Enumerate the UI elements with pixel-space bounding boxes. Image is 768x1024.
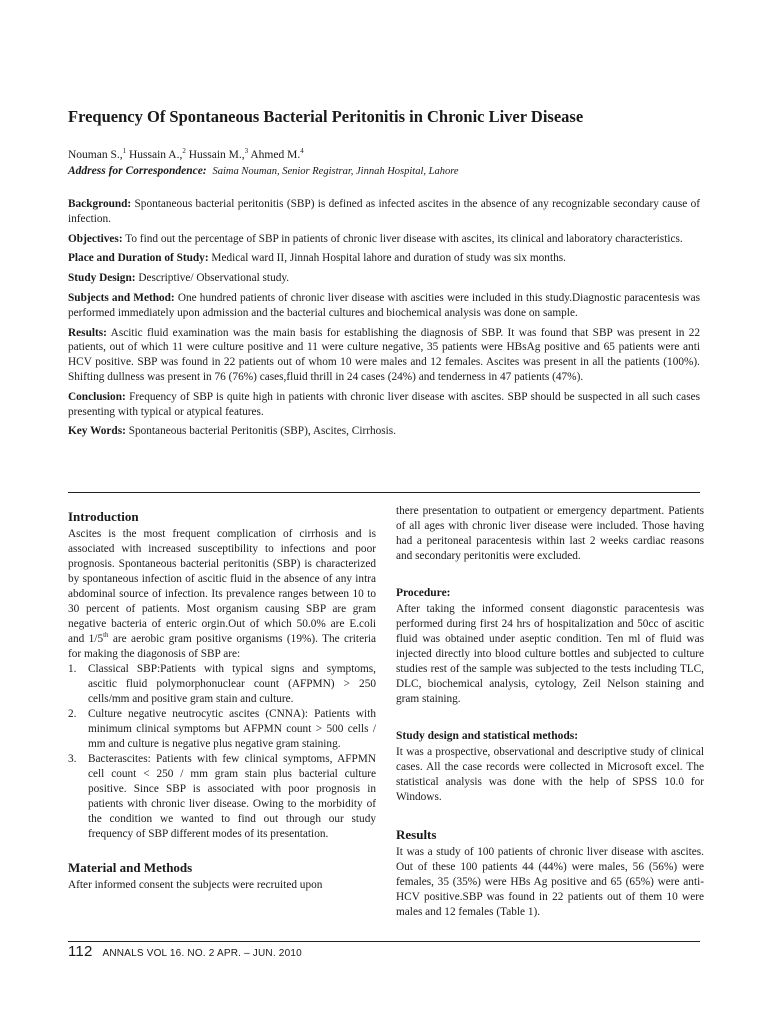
- author-name: Ahmed M.: [248, 149, 301, 161]
- correspondence-text: Saima Nouman, Senior Registrar, Jinnah Hospital, Lahore: [212, 166, 459, 177]
- author-affiliation-mark: 1: [122, 147, 127, 155]
- abstract-text: Descriptive/ Observational study.: [138, 272, 290, 285]
- abstract-objectives: [68, 232, 700, 247]
- abstract-keywords: [68, 424, 700, 439]
- spacer: [396, 564, 704, 586]
- spacer: [396, 805, 704, 827]
- criteria-number: 3.: [68, 753, 77, 765]
- statistics-heading: Study design and statistical methods:: [396, 730, 579, 742]
- criteria-number: 2.: [68, 708, 77, 720]
- abstract-divider: [68, 492, 700, 493]
- abstract-label: Conclusion:: [68, 390, 126, 403]
- author-affiliation-mark: 3: [244, 147, 249, 155]
- criteria-text: Classical SBP:Patients with typical signs and symptoms, ascitic fluid polymorphonuclear count (AFPMN) > 250 cells/mm and positive gram stain and culture.: [88, 663, 376, 705]
- abstract: [68, 197, 700, 444]
- criteria-item: [68, 662, 376, 707]
- introduction-heading: Introduction: [68, 509, 139, 524]
- abstract-label: Background:: [68, 198, 132, 210]
- paragraph-text: Ascites is the most frequent complication of cirrhosis and is associated with increased susceptibility to infections and poor prognosis. Spontaneous bacterial peritonitis (SBP) is characterized by spontaneous infection of ascitic fluid in the absence of any intra abdominal source of infection. Its prevalence ranges between 10 to 30 percent of patients. Most organism causing SBP are gram negative bacteria of enteric orgin.Out of which 50.0% are E.coli and 1/5: [68, 528, 376, 645]
- article-title: Frequency Of Spontaneous Bacterial Peritonitis in Chronic Liver Disease: [68, 107, 584, 126]
- results-heading: Results: [396, 827, 437, 842]
- procedure-heading: Procedure:: [396, 587, 451, 599]
- methods-heading: Material and Methods: [68, 860, 193, 875]
- journal-citation: ANNALS VOL 16. NO. 2 APR. – JUN. 2010: [102, 948, 302, 959]
- page-footer: [68, 944, 302, 962]
- abstract-text: Ascitic fluid examination was the main basis for establishing the diagnosis of SBP. It was found that SBP was present in 22 patients, out of which 11 were culture positive and 11 were culture negative, 35 patients were HBsAg positive and 65 patients were anti HCV positive. SBP was found in 22 patients out of whom 10 were males and 12 females. Ascites was present in all the patients (100%). Shifting dullness was present in 76 (76%) cases,fluid thrill in 24 cases (24%) and tenderness in 47 patients (47%).: [68, 326, 701, 383]
- author-list: [68, 147, 708, 163]
- author-name: Nouman S.,: [68, 149, 123, 161]
- abstract-design: [68, 271, 700, 286]
- introduction-paragraph: [68, 527, 376, 662]
- abstract-subjects: [68, 291, 700, 321]
- procedure-paragraph: After taking the informed consent diagonstic paracentesis was performed during first 24 hrs of hospitalization and 50cc of ascitic fluid was obtained under aseptic condition. Ten ml of fluid was injected directly into blood culture bottles and subjected to culture studies rest of the sample was subjected to the tests including TLC, DLC, biochemical analysis, cytology, Zeil Nelson staining and gram staining.: [396, 603, 704, 705]
- criteria-item: [68, 752, 376, 842]
- statistics-paragraph: It was a prospective, observational and descriptive study of clinical cases. All the case records were collected in Microsoft excel. The statistical analysis was done with the help of SPSS 10.0 for Windows.: [396, 746, 704, 803]
- abstract-label: Results:: [68, 326, 107, 339]
- abstract-text: Medical ward II, Jinnah Hospital lahore and duration of study was six months.: [211, 252, 566, 265]
- abstract-text: To find out the percentage of SBP in patients of chronic liver disease with ascites, its clinical and laboratory characteristics.: [125, 232, 683, 245]
- correspondence-line: [68, 163, 708, 180]
- methods-paragraph: After informed consent the subjects were recruited upon: [68, 879, 323, 891]
- author-name: Hussain A.,: [126, 149, 183, 161]
- criteria-text: Culture negative neutrocytic ascites (CNNA): Patients with minimum clinical symptoms but AFPMN count > 500 cells / mm and culture is negative plus negative gram staining.: [88, 708, 376, 750]
- author-name: Hussain M.,: [185, 149, 245, 161]
- abstract-conclusion: [68, 390, 700, 420]
- abstract-text: Spontaneous bacterial Peritonitis (SBP), Ascites, Cirrhosis.: [128, 425, 397, 438]
- right-column: [396, 504, 704, 920]
- abstract-background: [68, 197, 700, 227]
- abstract-results: [68, 326, 700, 385]
- footer-divider: [68, 941, 700, 942]
- criteria-number: 1.: [68, 663, 77, 675]
- abstract-place: [68, 251, 700, 266]
- page-number: 112: [68, 943, 93, 960]
- abstract-label: Key Words:: [68, 425, 126, 438]
- superscript: th: [103, 631, 109, 639]
- criteria-item: [68, 707, 376, 752]
- abstract-label: Place and Duration of Study:: [68, 252, 209, 265]
- left-column: [68, 509, 376, 893]
- abstract-text: Frequency of SBP is quite high in patients with chronic liver disease with ascites. SBP should be suspected in all such cases presenting with typical or atypical features.: [68, 390, 701, 418]
- author-affiliation-mark: 2: [182, 147, 186, 155]
- criteria-text: Bacterascites: Patients with few clinical symptoms, AFPMN cell count < 250 / mm gram stain plus bacterial culture positive. Since SBP is associated with poor prognosis in patients with chronic liver disease. Owing to the morbidity of the condition we wanted to find out through our study frequency of SBP different modes of its presentation.: [88, 753, 376, 840]
- author-affiliation-mark: 4: [300, 147, 304, 155]
- abstract-text: Spontaneous bacterial peritonitis (SBP) is defined as infected ascites in the absence of any recognizable secondary cause of infection.: [68, 198, 701, 225]
- abstract-label: Objectives:: [68, 232, 123, 245]
- criteria-list: [68, 662, 376, 842]
- paragraph-text: are aerobic gram positive organisms (19%). The criteria for making the diagonosis of SBP are:: [68, 633, 376, 660]
- spacer: [68, 842, 376, 860]
- abstract-text: One hundred patients of chronic liver disease with ascities were included in this study.Diagnostic paracentesis was performed immediately upon admission and the bacterial cultures and biochemical analysis was done on sample.: [68, 291, 701, 319]
- methods-continued-paragraph: there presentation to outpatient or emergency department. Patients of all ages with chronic liver disease were included. Those having had a peritoneal paracentesis within last 2 weeks cardiac reasons and secondary peritonitis were excluded.: [396, 505, 704, 562]
- abstract-label: Subjects and Method:: [68, 291, 175, 304]
- spacer: [396, 707, 704, 729]
- correspondence-label: Address for Correspondence:: [68, 165, 207, 177]
- results-paragraph: It was a study of 100 patients of chronic liver disease with ascites. Out of these 100 patients 44 (44%) were males, 56 (56%) were females, 35 (35%) were HBs Ag positive and 65 (65%) were anti-HCV positive.SBP was found in 22 patients out of them 10 were males and 12 females (Table 1).: [396, 846, 704, 918]
- abstract-label: Study Design:: [68, 272, 136, 285]
